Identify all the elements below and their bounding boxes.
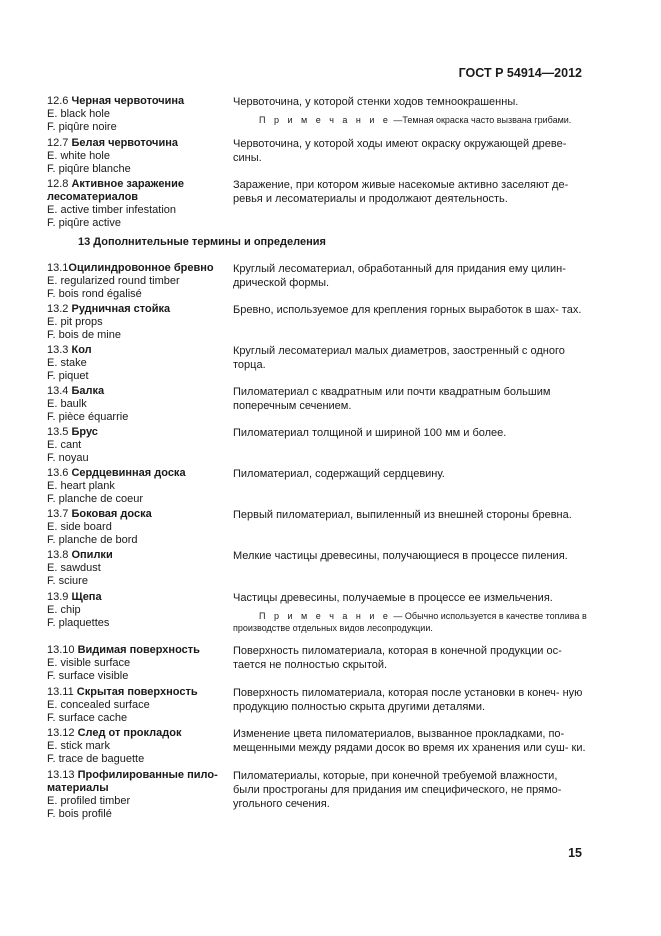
term-title: Профилированные пило- материалы [47,769,218,794]
term-number: 13.8 [47,549,69,561]
definition-text: Круглый лесоматериал, обработанный для придания ему цилин- дрической формы. [233,263,566,289]
term-title: Балка [71,385,105,397]
term-number: 13.13 [47,769,75,781]
term-title: Активное заражение лесоматериалов [47,178,184,203]
definition-text: Бревно, используемое для крепления горных выработок в шах- тах. [233,304,582,316]
term-block [47,426,227,465]
term-french: F. bois de mine [47,329,121,341]
term-block [47,549,227,588]
term-number: 13.5 [47,426,69,438]
term-title: Оцилиндровонное бревно [68,262,214,274]
term-english: E. regularized round timber [47,275,180,287]
term-block [47,303,227,342]
term-number: 12.8 [47,178,69,190]
term-title: Черная червоточина [71,95,185,107]
term-french: F. trace de baguette [47,753,145,765]
term-english: E. stake [47,357,87,369]
term-french: F. piqûre noire [47,121,117,133]
definition-text: Заражение, при котором живые насекомые активно заселяют де- ревья и лесоматериалы и продолжают деятельность. [233,179,569,205]
definition-text: Частицы древесины, получаемые в процессе ее измельчения. [233,592,553,604]
term-number: 13.6 [47,467,69,479]
term-number: 13.1 [47,262,69,274]
term-number: 13.3 [47,344,69,356]
term-english: E. baulk [47,398,87,410]
term-block [47,686,227,725]
term-french: F. surface cache [47,712,128,724]
term-english: E. pit props [47,316,103,328]
definition-block [233,95,587,127]
term-french: F. piquet [47,370,89,382]
definition-text: Поверхность пиломатериала, которая в конечной продукции ос- тается не полностью скрытой. [233,645,562,671]
term-block [47,467,227,506]
note-text [233,611,587,634]
term-french: F. noyau [47,452,89,464]
definition-text: Пиломатериал толщиной и шириной 100 мм и более. [233,427,507,439]
term-block [47,262,227,301]
term-block [47,137,227,176]
term-title: Скрытая поверхность [76,686,198,698]
term-block [47,344,227,383]
page-number: 15 [568,846,582,860]
term-french: F. plaquettes [47,617,110,629]
note-label: П р и м е ч а н и е [259,115,391,125]
term-block [47,95,227,134]
definition-text: Поверхность пиломатериала, которая после установки в конеч- ную продукцию полностью скрыта другими деталями. [233,687,583,713]
term-block [47,591,227,630]
term-french: F. surface visible [47,670,129,682]
term-english: E. cant [47,439,82,451]
section-heading: 13 Дополнительные термины и определения [78,236,326,248]
term-english: E. sawdust [47,562,101,574]
term-number: 13.9 [47,591,69,603]
definition-text: Мелкие частицы древесины, получающиеся в процессе пиления. [233,550,568,562]
definition-text: Червоточина, у которой ходы имеют окраску окружающей древе- сины. [233,138,567,164]
term-number: 13.12 [47,727,75,739]
term-number: 12.6 [47,95,69,107]
term-number: 13.7 [47,508,69,520]
term-block [47,769,227,821]
term-english: E. black hole [47,108,110,120]
term-english: E. heart plank [47,480,115,492]
document-header: ГОСТ Р 54914—2012 [458,66,582,80]
term-french: F. sciure [47,575,88,587]
term-title: Видимая поверхность [77,644,200,656]
term-title: Опилки [71,549,113,561]
definition-block [233,591,587,634]
term-english: E. active timber infestation [47,204,177,216]
term-title: Кол [71,344,92,356]
term-english: E. concealed surface [47,699,150,711]
term-number: 13.4 [47,385,69,397]
note-label: П р и м е ч а н и е [259,611,391,621]
term-english: E. stick mark [47,740,110,752]
definition-text: Первый пиломатериал, выпиленный из внешней стороны бревна. [233,509,572,521]
term-title: Боковая доска [71,508,152,520]
note-body: —Темная окраска часто вызвана грибами. [393,115,572,125]
term-title: Брус [71,426,98,438]
definition-text: Пиломатериалы, которые, при конечной требуемой влажности, были прострoганы для придания им специфического, не прямо- угольного сечения. [233,770,562,810]
term-french: F. pièce équarrie [47,411,129,423]
definition-text: Круглый лесоматериал малых диаметров, заостренный с одного торца. [233,345,565,371]
definition-text: Пиломатериал с квадратным или почти квадратным большим поперечным сечением. [233,386,551,412]
term-french: F. piqûre active [47,217,121,229]
term-number: 12.7 [47,137,69,149]
term-english: E. chip [47,604,81,616]
term-french: F. bois rond égalisé [47,288,142,300]
term-title: След от прокладок [77,727,182,739]
term-french: F. bois profilé [47,808,112,820]
note-body: — Обычно используется в качестве топлива в производстве отдельных видов лесопродукции. [233,611,587,633]
term-title: Рудничная стойка [71,303,171,315]
term-number: 13.11 [47,686,74,698]
term-french: F. planche de coeur [47,493,144,505]
term-block [47,644,227,683]
term-number: 13.2 [47,303,69,315]
term-block [47,727,227,766]
term-english: E. side board [47,521,112,533]
term-title: Щепа [71,591,102,603]
term-block [47,385,227,424]
term-french: F. piqûre blanche [47,163,131,175]
term-block [47,508,227,547]
term-number: 13.10 [47,644,75,656]
term-title: Белая червоточина [71,137,178,149]
definition-text: Червоточина, у которой стенки ходов темноокрашенны. [233,96,519,108]
term-english: E. white hole [47,150,110,162]
term-english: E. visible surface [47,657,131,669]
term-title: Сердцевинная доска [71,467,186,479]
term-french: F. planche de bord [47,534,138,546]
definition-text: Изменение цвета пиломатериалов, вызванное прокладками, по- мещенными между рядами досок во время их хранения или суш- ки. [233,728,586,754]
note-text [233,115,587,127]
definition-text: Пиломатериал, содержащий сердцевину. [233,468,445,480]
term-block [47,178,227,230]
term-english: E. profiled timber [47,795,131,807]
